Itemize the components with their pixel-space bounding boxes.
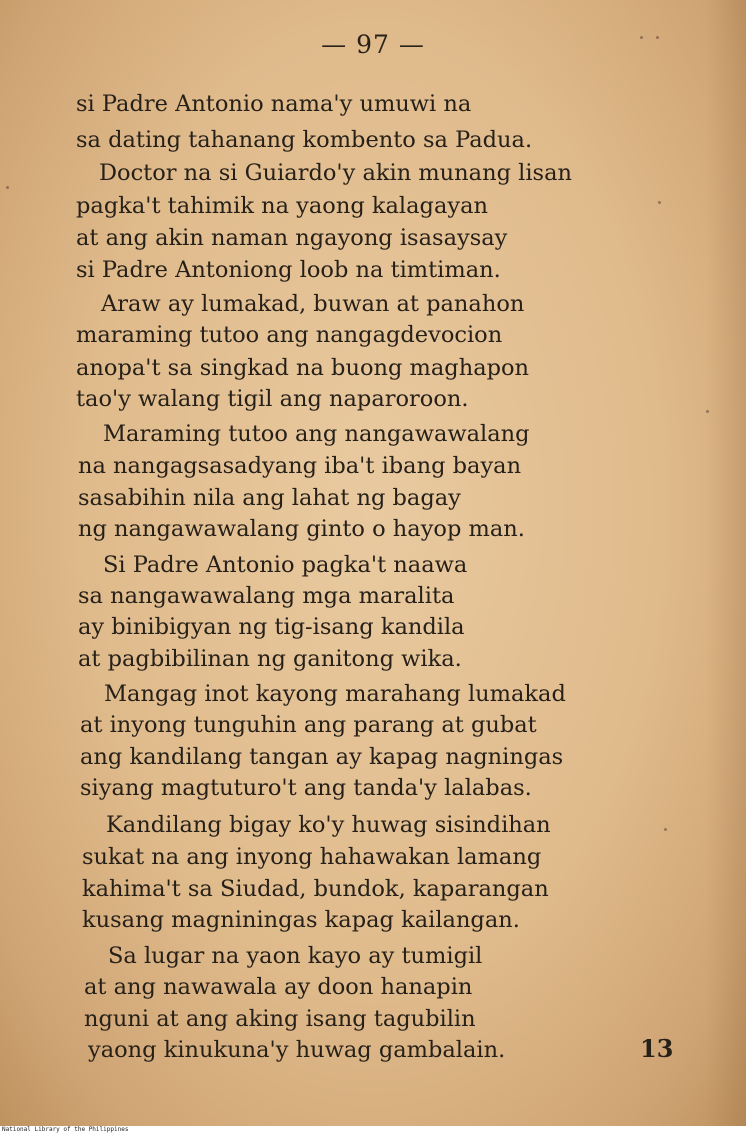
poem-line: Araw ay lumakad, buwan at panahon — [101, 291, 525, 317]
poem-line: na nangagsasadyang iba't ibang bayan — [78, 453, 522, 479]
paper-speck — [664, 828, 667, 831]
poem-line: at ang nawawala ay doon hanapin — [84, 974, 473, 1000]
poem-line: at pagbibilinan ng ganitong wika. — [78, 646, 462, 672]
poem-line: Maraming tutoo ang nangawawalang — [103, 421, 530, 447]
poem-line: si Padre Antonio nama'y umuwi na — [76, 91, 472, 117]
poem-line: Si Padre Antonio pagka't naawa — [103, 552, 468, 578]
poem-line: kusang magniningas kapag kailangan. — [82, 907, 520, 933]
poem-line: sa dating tahanang kombento sa Padua. — [76, 127, 533, 153]
poem-line: si Padre Antoniong loob na timtiman. — [76, 257, 501, 283]
page-number: — 97 — — [321, 30, 425, 59]
page-edge-shadow — [706, 0, 746, 1126]
footer-credit: National Library of the Philippines — [2, 1126, 129, 1133]
poem-line: sa nangawawalang mga maralita — [78, 583, 455, 609]
poem-line: tao'y walang tigil ang naparoroon. — [76, 386, 469, 412]
poem-line: sukat na ang inyong hahawakan lamang — [82, 844, 542, 870]
poem-line: nguni at ang aking isang tagubilin — [84, 1006, 476, 1032]
poem-line: Doctor na si Guiardo'y akin munang lisan — [99, 160, 572, 186]
poem-line: ng nangawawalang ginto o hayop man. — [78, 516, 525, 542]
poem-line: at ang akin naman ngayong isasaysay — [76, 225, 508, 251]
signature-mark: 13 — [640, 1034, 674, 1063]
poem-line: siyang magtuturo't ang tanda'y lalabas. — [80, 775, 532, 801]
poem-line: kahima't sa Siudad, bundok, kaparangan — [82, 876, 549, 902]
poem-line: ay binibigyan ng tig-isang kandila — [78, 614, 465, 640]
poem-line: yaong kinukuna'y huwag gambalain. — [88, 1037, 506, 1063]
poem-line: ang kandilang tangan ay kapag nagningas — [80, 744, 564, 770]
poem-line: sasabihin nila ang lahat ng bagay — [78, 485, 461, 511]
paper-speck — [656, 36, 659, 39]
poem-line: Sa lugar na yaon kayo ay tumigil — [108, 943, 483, 969]
paper-speck — [658, 201, 661, 204]
paper-speck — [706, 410, 709, 413]
poem-line: maraming tutoo ang nangagdevocion — [76, 322, 503, 348]
poem-line: pagka't tahimik na yaong kalagayan — [76, 193, 488, 219]
poem-line: Kandilang bigay ko'y huwag sisindihan — [106, 812, 551, 838]
poem-line: Mangag inot kayong marahang lumakad — [104, 681, 566, 707]
paper-speck — [6, 186, 9, 189]
poem-line: at inyong tunguhin ang parang at gubat — [80, 712, 537, 738]
poem-line: anopa't sa singkad na buong maghapon — [76, 355, 530, 381]
paper-speck — [640, 36, 643, 39]
